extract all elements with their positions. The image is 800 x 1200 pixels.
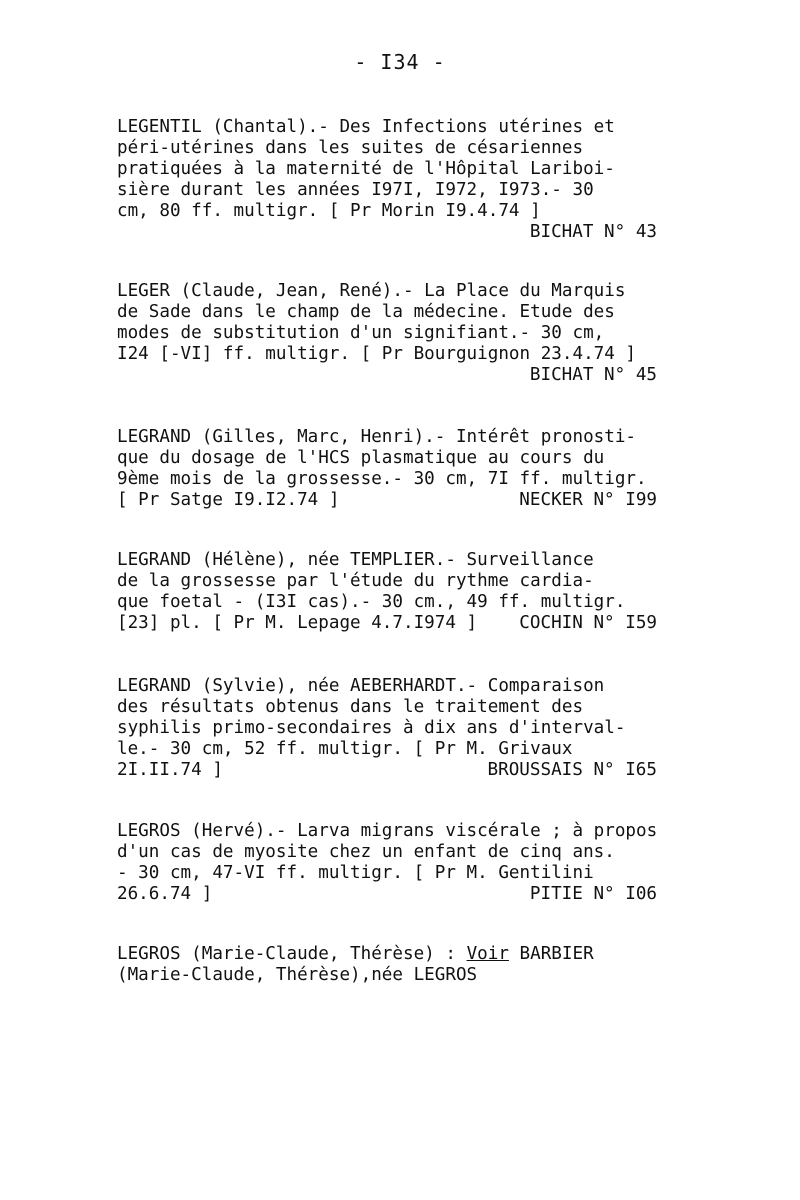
entry-line: LEGRAND (Hélène), née TEMPLIER.- Surveillance xyxy=(117,550,594,570)
entry-last-line xyxy=(117,884,657,905)
entry-text: BARBIER xyxy=(508,944,594,964)
entry-line: 9ème mois de la grossesse.- 30 cm, 7I ff. multigr. xyxy=(117,469,647,489)
entry-line: d'un cas de myosite chez un enfant de cinq ans. xyxy=(117,842,615,862)
entry-line: LEGENTIL (Chantal).- Des Infections utérines et xyxy=(117,117,615,137)
entry-location: BICHAT N° 45 xyxy=(529,365,657,385)
entry-text: LEGROS (Marie-Claude, Thérèse) : xyxy=(117,944,467,964)
entry-line xyxy=(117,944,657,965)
entry-location: BICHAT N° 43 xyxy=(529,222,657,242)
catalog-entry-legentil xyxy=(117,117,657,243)
entry-line: que foetal - (I3I cas).- 30 cm., 49 ff. multigr. xyxy=(117,592,626,612)
entry-line: des résultats obtenus dans le traitement des xyxy=(117,697,584,717)
catalog-entry-legrand-gilles xyxy=(117,427,657,511)
entry-line: de Sade dans le champ de la médecine. Etude des xyxy=(117,302,615,322)
page-number: - I34 - xyxy=(354,50,446,74)
entry-location: NECKER N° I99 xyxy=(519,490,657,510)
entry-line: [23] pl. [ Pr M. Lepage 4.7.I974 ] xyxy=(117,613,478,633)
entry-line: LEGER (Claude, Jean, René).- La Place du Marquis xyxy=(117,281,626,301)
entry-line: pratiquées à la maternité de l'Hôpital Lariboi- xyxy=(117,159,615,179)
entry-line: 26.6.74 ] xyxy=(117,884,213,904)
entry-line: modes de substitution d'un signifiant.- 30 cm, xyxy=(117,323,605,343)
catalog-entry-legrand-sylvie xyxy=(117,676,657,781)
entry-line: - 30 cm, 47-VI ff. multigr. [ Pr M. Gentilini xyxy=(117,863,594,883)
entry-line: péri-utérines dans les suites de césariennes xyxy=(117,138,584,158)
entry-last-line xyxy=(117,760,657,781)
catalog-entry-legros-herve xyxy=(117,821,657,905)
entry-last-line xyxy=(117,490,657,511)
catalog-entry-legros-marie-claude xyxy=(117,944,657,986)
entry-location: PITIE N° I06 xyxy=(529,884,657,904)
entry-last-line xyxy=(117,613,657,634)
entry-line: sière durant les années I97I, I972, I973.- 30 xyxy=(117,180,594,200)
entry-line: LEGRAND (Gilles, Marc, Henri).- Intérêt pronosti- xyxy=(117,427,637,447)
catalog-entry-legrand-helene xyxy=(117,550,657,634)
entry-line: LEGROS (Hervé).- Larva migrans viscérale ; à propos xyxy=(117,821,658,841)
catalog-entry-leger xyxy=(117,281,657,386)
see-reference: Voir xyxy=(466,944,509,964)
entry-line: LEGRAND (Sylvie), née AEBERHARDT.- Comparaison xyxy=(117,676,605,696)
entry-line: que du dosage de l'HCS plasmatique au cours du xyxy=(117,448,605,468)
entry-line: le.- 30 cm, 52 ff. multigr. [ Pr M. Grivaux xyxy=(117,739,573,759)
entry-line: cm, 80 ff. multigr. [ Pr Morin I9.4.74 ] xyxy=(117,201,541,221)
entry-line: (Marie-Claude, Thérèse),née LEGROS xyxy=(117,965,478,985)
entry-location: BROUSSAIS N° I65 xyxy=(487,760,657,780)
entry-line: 2I.II.74 ] xyxy=(117,760,223,780)
entry-line: de la grossesse par l'étude du rythme cardia- xyxy=(117,571,594,591)
entry-line: syphilis primo-secondaires à dix ans d'interval- xyxy=(117,718,626,738)
entry-location: COCHIN N° I59 xyxy=(519,613,657,633)
entry-line: [ Pr Satge I9.I2.74 ] xyxy=(117,490,340,510)
entry-line: I24 [-VI] ff. multigr. [ Pr Bourguignon 23.4.74 ] xyxy=(117,344,637,364)
